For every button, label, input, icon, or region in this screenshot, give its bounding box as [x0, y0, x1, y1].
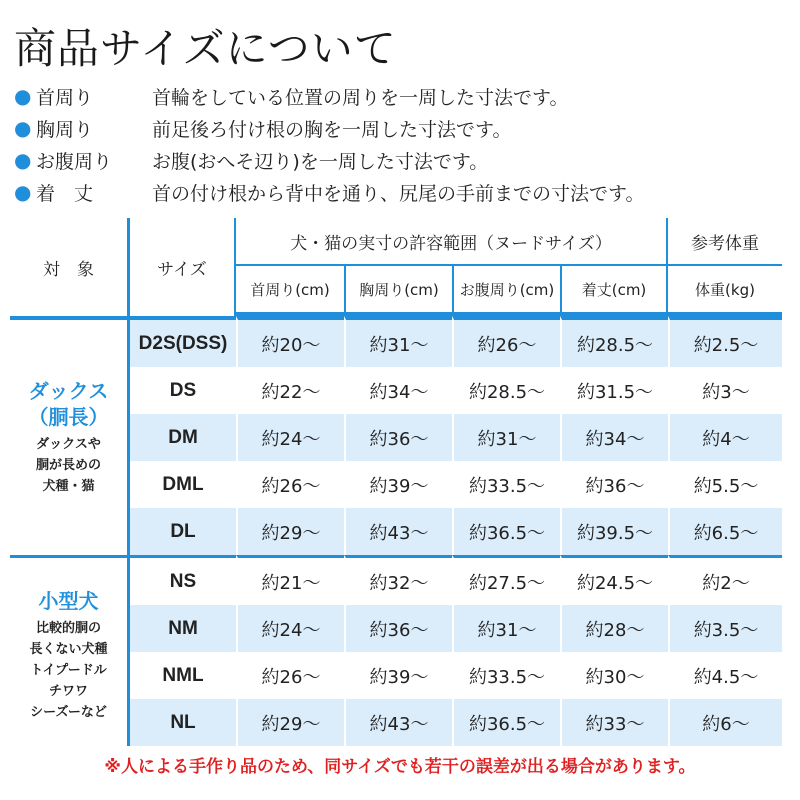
chest-value: 約31〜	[344, 316, 452, 367]
chest-value: 約39〜	[344, 461, 452, 508]
category-note	[10, 618, 127, 723]
size-code: NML	[162, 664, 204, 686]
length-value: 約30〜	[560, 652, 668, 699]
definition-item	[14, 112, 794, 144]
header-neck: 首周り(cm)	[236, 264, 344, 316]
size-code: D2S(DSS)	[130, 316, 236, 367]
category-subtitle: （胴長）	[28, 405, 109, 429]
size-code: DL	[130, 508, 236, 555]
footnote-warning: ※人による手作り品のため、同サイズでも若干の誤差が出る場合があります。	[104, 757, 696, 777]
header-measure-group: 犬・猫の実寸の許容範囲（ヌードサイズ）	[236, 218, 668, 264]
category-note-line: チワワ	[48, 683, 88, 699]
weight-value: 約2〜	[668, 555, 782, 605]
definition-label: お腹周り	[36, 150, 113, 173]
weight-value: 約5.5〜	[668, 461, 782, 508]
header-belly: お腹周り(cm)	[452, 264, 560, 316]
definitions-list	[14, 80, 794, 208]
definition-item	[14, 80, 794, 112]
length-value: 約24.5〜	[560, 555, 668, 605]
definition-label: 首周り	[36, 86, 94, 109]
neck-value: 約26〜	[236, 652, 344, 699]
header-chest: 胸周り(cm)	[344, 264, 452, 316]
definition-text: お腹(おへそ辺り)を一周した寸法です。	[152, 150, 489, 173]
size-code: DM	[130, 414, 236, 461]
neck-value: 約29〜	[236, 508, 344, 555]
chest-value: 約32〜	[344, 555, 452, 605]
belly-value: 約33.5〜	[452, 461, 560, 508]
belly-value: 約27.5〜	[452, 555, 560, 605]
bullet-icon: ●	[14, 148, 32, 172]
size-code: DML	[162, 473, 204, 495]
belly-value: 約36.5〜	[452, 699, 560, 746]
header-target: 対 象	[10, 218, 130, 316]
definition-item	[14, 144, 794, 176]
size-code: NS	[130, 555, 236, 605]
definition-item	[14, 176, 794, 208]
neck-value: 約26〜	[236, 461, 344, 508]
chest-value: 約36〜	[344, 605, 452, 652]
belly-value: 約36.5〜	[452, 508, 560, 555]
size-table	[10, 218, 782, 746]
category-small-dog	[10, 555, 130, 746]
length-value: 約28〜	[560, 605, 668, 652]
neck-value: 約20〜	[236, 316, 344, 367]
category-note-line: 長くない犬種	[29, 641, 108, 657]
chest-value: 約36〜	[344, 414, 452, 461]
table-row	[10, 555, 782, 605]
weight-value: 約4.5〜	[668, 652, 782, 699]
category-title: 小型犬	[38, 588, 99, 613]
chest-value: 約34〜	[344, 367, 452, 414]
page-title: 商品サイズについて	[14, 24, 397, 73]
definition-text: 首の付け根から背中を通り、尻尾の手前までの寸法です。	[152, 182, 645, 205]
length-value: 約33〜	[560, 699, 668, 746]
category-note-line: トイプードル	[30, 662, 107, 678]
header-weight-group: 参考体重	[691, 233, 760, 254]
header-length: 着丈(cm)	[560, 264, 668, 316]
header-size: サイズ	[130, 218, 236, 316]
length-value: 約28.5〜	[560, 316, 668, 367]
table-row	[10, 316, 782, 367]
length-value: 約39.5〜	[560, 508, 668, 555]
neck-value: 約24〜	[236, 605, 344, 652]
definition-label: 着 丈	[36, 182, 94, 205]
category-note-line: 犬種・猫	[42, 479, 95, 494]
neck-value: 約21〜	[236, 555, 344, 605]
chest-value: 約43〜	[344, 699, 452, 746]
belly-value: 約31〜	[452, 605, 560, 652]
category-note	[10, 434, 127, 497]
weight-value: 約3.5〜	[668, 605, 782, 652]
category-note-line: ダックスや	[36, 437, 101, 452]
belly-value: 約26〜	[452, 316, 560, 367]
neck-value: 約29〜	[236, 699, 344, 746]
weight-value: 約6〜	[668, 699, 782, 746]
belly-value: 約28.5〜	[452, 367, 560, 414]
chest-value: 約43〜	[344, 508, 452, 555]
category-title: ダックス	[28, 379, 109, 403]
definition-text: 前足後ろ付け根の胸を一周した寸法です。	[152, 118, 512, 141]
size-code: DS	[169, 379, 197, 401]
belly-value: 約31〜	[452, 414, 560, 461]
weight-value: 約3〜	[668, 367, 782, 414]
category-note-line: シーズーなど	[30, 704, 107, 720]
belly-value: 約33.5〜	[452, 652, 560, 699]
neck-value: 約22〜	[236, 367, 344, 414]
weight-value: 約4〜	[668, 414, 782, 461]
bullet-icon: ●	[14, 116, 32, 140]
bullet-icon: ●	[14, 180, 32, 204]
category-dachshund	[10, 316, 130, 555]
definition-text: 首輪をしている位置の周りを一周した寸法です。	[152, 86, 569, 109]
weight-value: 約6.5〜	[668, 508, 782, 555]
definition-label: 胸周り	[36, 118, 94, 141]
length-value: 約34〜	[560, 414, 668, 461]
neck-value: 約24〜	[236, 414, 344, 461]
size-code: NL	[130, 699, 236, 746]
category-note-line: 胴が長めの	[35, 458, 101, 473]
length-value: 約31.5〜	[560, 367, 668, 414]
weight-value: 約2.5〜	[668, 316, 782, 367]
chest-value: 約39〜	[344, 652, 452, 699]
bullet-icon: ●	[14, 84, 32, 108]
category-note-line: 比較的胴の	[35, 620, 101, 636]
size-code: NM	[130, 605, 236, 652]
length-value: 約36〜	[560, 461, 668, 508]
header-weight: 体重(kg)	[668, 264, 782, 316]
